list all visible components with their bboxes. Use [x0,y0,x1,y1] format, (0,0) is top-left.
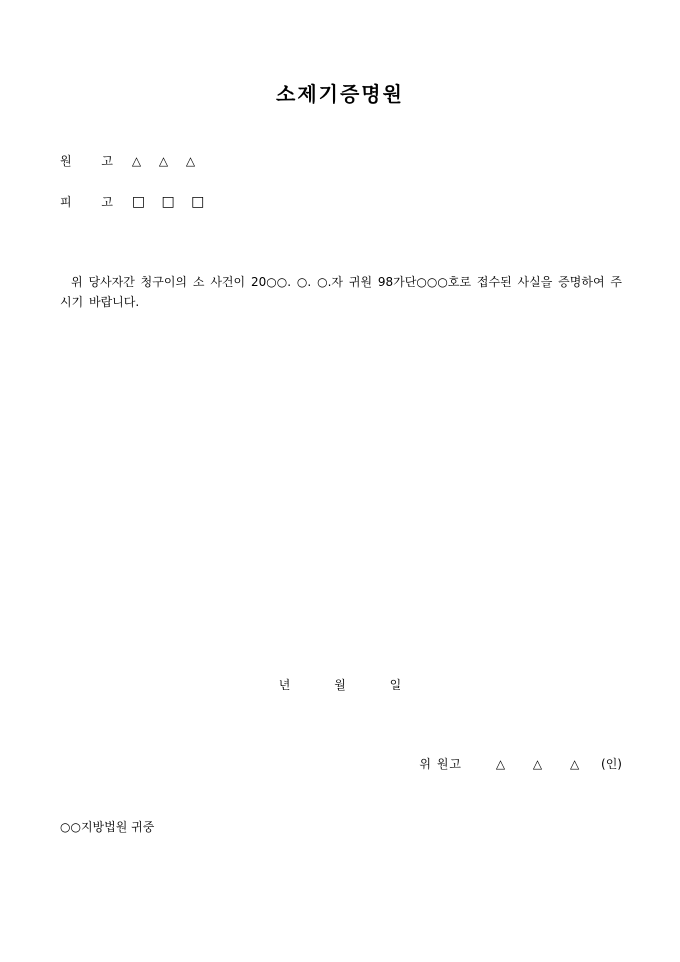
signer-mark: △ [532,757,543,771]
request-body: 위 당사자간 청구이의 소 사건이 20○○. ○. ○.자 귀원 98가단○○○호로 접수된 사실을 증명하여 주시기 바랍니다. [60,275,622,309]
court-addressee: ○○지방법원 귀중 [60,820,155,834]
defendant-name: □ □ □ [131,194,206,210]
defendant-line [60,193,205,210]
plaintiff-label: 원 고 [60,154,126,168]
date-month: 월 [334,678,346,692]
document-title: 소제기증명원 [276,82,404,106]
signer-mark: △ [495,757,506,771]
date-year: 년 [278,678,291,692]
signer-label: 위 원고 [419,757,463,771]
seal-mark: (인) [601,757,622,771]
plaintiff-name: △ △ △ [131,154,197,168]
defendant-label: 피 고 [60,195,126,209]
signer-mark: △ [569,757,580,771]
signature-line [419,755,622,772]
plaintiff-line [60,152,196,169]
date-day: 일 [389,678,402,692]
date-line [0,676,680,693]
